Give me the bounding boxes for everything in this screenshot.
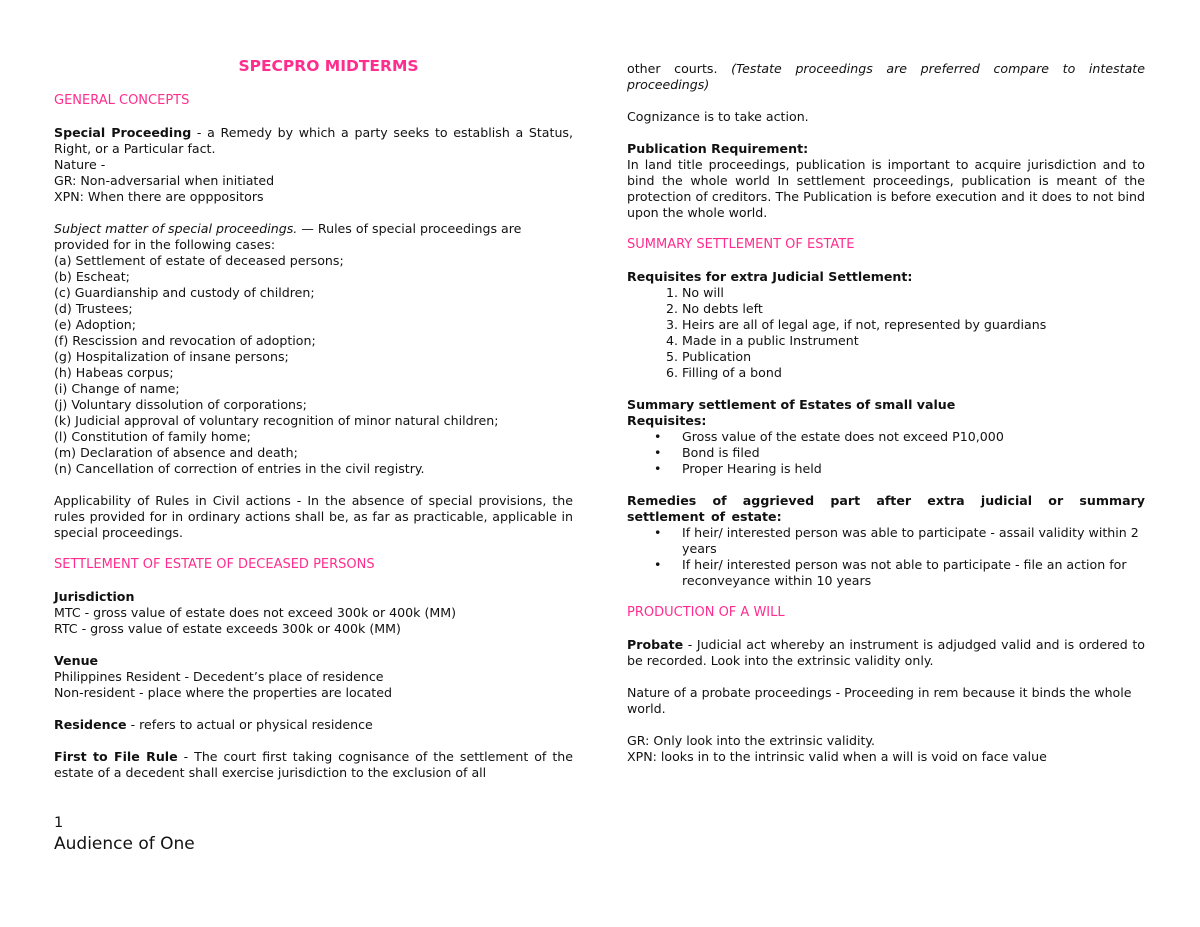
remedies-heading: Remedies of aggrieved part after extra judicial or summary settlement of estate: — [627, 493, 1145, 524]
list-item: (a) Settlement of estate of deceased persons; — [54, 253, 344, 268]
cognizance-line: Cognizance is to take action. — [627, 109, 809, 124]
nature-line: Nature - — [54, 157, 106, 172]
jurisdiction-heading: Jurisdiction — [54, 589, 135, 604]
venue-resident-line: Philippines Resident - Decedent’s place of residence — [54, 669, 384, 684]
subject-matter-list — [54, 253, 573, 477]
list-item — [654, 525, 1145, 557]
list-item: (h) Habeas corpus; — [54, 365, 174, 380]
right-column — [627, 61, 1145, 765]
probate-xpn-line: XPN: looks in to the intrinsic valid when a will is void on face value — [627, 749, 1047, 764]
list-item: (d) Trustees; — [54, 301, 133, 316]
first-to-file-term: First to File Rule — [54, 749, 178, 764]
list-item-text: If heir/ interested person was not able to participate - file an action for reconveyance within 10 years — [682, 557, 1127, 588]
list-item: 6. Filling of a bond — [682, 365, 1145, 381]
venue-heading: Venue — [54, 653, 99, 668]
section-heading-production: PRODUCTION OF A WILL — [627, 605, 785, 620]
residence-term: Residence — [54, 717, 127, 732]
first-to-file-rule — [54, 749, 573, 781]
probate-nature: Nature of a probate proceedings - Proceeding in rem because it binds the whole world. — [627, 685, 1132, 716]
list-item-text: Proper Hearing is held — [682, 461, 822, 476]
list-item — [654, 557, 1145, 589]
venue-nonresident-line: Non-resident - place where the properties are located — [54, 685, 392, 700]
probate-gr-line: GR: Only look into the extrinsic validity. — [627, 733, 876, 748]
page-footer — [54, 813, 195, 855]
general-rule-line: GR: Non-adversarial when initiated — [54, 173, 275, 188]
section-heading-summary-settlement: SUMMARY SETTLEMENT OF ESTATE — [627, 237, 855, 252]
list-item: 4. Made in a public Instrument — [682, 333, 1145, 349]
list-item: (c) Guardianship and custody of children; — [54, 285, 315, 300]
left-column — [54, 55, 573, 781]
list-item: (f) Rescission and revocation of adoption; — [54, 333, 316, 348]
list-item: 2. No debts left — [682, 301, 1145, 317]
list-item: (m) Declaration of absence and death; — [54, 445, 298, 460]
probate-term: Probate — [627, 637, 684, 652]
list-item: (j) Voluntary dissolution of corporations; — [54, 397, 307, 412]
special-proceeding-term: Special Proceeding — [54, 125, 192, 140]
continuation-italic: (Testate proceedings are preferred compare to intestate proceedings) — [627, 61, 1145, 92]
exception-line: XPN: When there are opppositors — [54, 189, 264, 204]
remedies-list — [627, 525, 1145, 589]
list-item: (k) Judicial approval of voluntary recognition of minor natural children; — [54, 413, 499, 428]
requisites-list — [627, 285, 1145, 381]
publication-body: In land title proceedings, publication is important to acquire jurisdiction and to bind the whole world In settlement proceedings, publication is meant of the protection of creditors. The Publication is before execution and it does to not bind upon the whole world. — [627, 157, 1145, 220]
subject-matter-rest: — Rules of special proceedings are provided for in the following cases: — [54, 221, 522, 252]
residence-def: - refers to actual or physical residence — [126, 717, 373, 732]
list-item: 1. No will — [682, 285, 1145, 301]
list-item: (g) Hospitalization of insane persons; — [54, 349, 289, 364]
bullet-icon: • — [654, 461, 662, 476]
section-heading-settlement: SETTLEMENT OF ESTATE OF DECEASED PERSONS — [54, 557, 375, 572]
bullet-icon: • — [654, 445, 662, 460]
special-proceeding-def: - a Remedy by which a party seeks to establish a Status, Right, or a Particular fact. — [54, 125, 573, 156]
small-value-list — [627, 429, 1145, 477]
list-item: 3. Heirs are all of legal age, if not, represented by guardians — [682, 317, 1145, 333]
continuation-text: other courts. — [627, 61, 732, 76]
list-item: (e) Adoption; — [54, 317, 137, 332]
document-title: SPECPRO MIDTERMS — [238, 57, 419, 75]
page-number: 1 — [54, 815, 64, 831]
residence-definition — [54, 717, 573, 733]
bullet-icon: • — [654, 557, 662, 572]
subject-matter-intro — [54, 221, 573, 253]
bullet-icon: • — [654, 525, 662, 540]
list-item-text: Bond is filed — [682, 445, 760, 460]
small-value-heading: Summary settlement of Estates of small value — [627, 397, 956, 412]
mtc-line: MTC - gross value of estate does not exceed 300k or 400k (MM) — [54, 605, 457, 620]
requisites-heading: Requisites for extra Judicial Settlement: — [627, 269, 913, 284]
list-item: (i) Change of name; — [54, 381, 180, 396]
probate-definition — [627, 637, 1145, 669]
list-item: 5. Publication — [682, 349, 1145, 365]
bullet-icon: • — [654, 429, 662, 444]
special-proceeding-definition — [54, 125, 573, 157]
small-value-requisites-heading: Requisites: — [627, 413, 707, 428]
footer-brand: Audience of One — [54, 834, 195, 854]
list-item-text: If heir/ interested person was able to participate - assail validity within 2 years — [682, 525, 1139, 556]
list-item-text: Gross value of the estate does not exceed P10,000 — [682, 429, 1004, 444]
rtc-line: RTC - gross value of estate exceeds 300k or 400k (MM) — [54, 621, 401, 636]
list-item — [654, 461, 1145, 477]
list-item: (n) Cancellation of correction of entries in the civil registry. — [54, 461, 425, 476]
subject-matter-italic: Subject matter of special proceedings. — [54, 221, 298, 236]
publication-heading: Publication Requirement: — [627, 141, 809, 156]
list-item — [654, 445, 1145, 461]
list-item: (b) Escheat; — [54, 269, 130, 284]
probate-def: - Judicial act whereby an instrument is adjudged valid and is ordered to be recorded. Look into the extrinsic validity only. — [627, 637, 1145, 668]
continuation-paragraph — [627, 61, 1145, 93]
first-to-file-def: - The court first taking cognisance of the settlement of the estate of a decedent shall exercise jurisdiction to the exclusion of all — [54, 749, 573, 780]
section-heading-general-concepts: GENERAL CONCEPTS — [54, 93, 190, 108]
applicability-paragraph: Applicability of Rules in Civil actions - In the absence of special provisions, the rules provided for in ordinary actions shall be, as far as practicable, applicable in special proceedings. — [54, 493, 573, 540]
list-item — [654, 429, 1145, 445]
list-item: (l) Constitution of family home; — [54, 429, 251, 444]
